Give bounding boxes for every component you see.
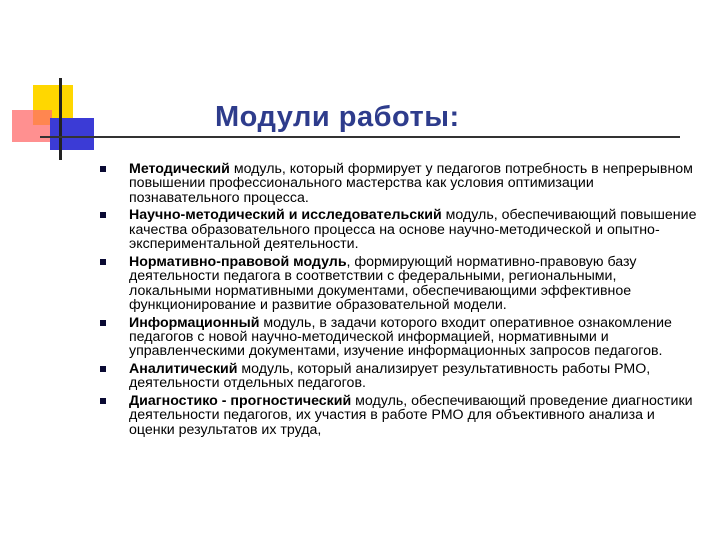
bullet-icon bbox=[100, 259, 106, 265]
slide-title: Модули работы: bbox=[215, 101, 460, 133]
bullet-icon bbox=[100, 212, 106, 218]
module-name: Методический bbox=[129, 161, 230, 177]
module-name: Научно-методический и исследовательский bbox=[129, 207, 442, 224]
list-item bbox=[100, 162, 700, 205]
bullet-icon bbox=[100, 166, 106, 172]
bullet-icon bbox=[100, 398, 106, 404]
module-name: Информационный bbox=[129, 314, 260, 331]
decor-vertical-line bbox=[59, 78, 62, 160]
module-name: Нормативно-правовой модуль bbox=[129, 253, 347, 270]
module-description: , формирующий нормативно-правовую базу деятельности педагога в соответствии с федеральными, региональными, локальными нормативными документами, обеспечивающими эффективное функционирование и развитие образовательной модели. bbox=[129, 253, 637, 314]
module-name: Диагностико - прогностический bbox=[129, 393, 352, 410]
module-description: модуль, обеспечивающий повышение качества образовательного процесса на основе научно-методической и опытно-экспериментальной деятельности. bbox=[129, 207, 697, 253]
list-item bbox=[100, 208, 700, 251]
module-description: модуль, в задачи которого входит оперативное ознакомление педагогов с новой научно-методической информацией, нормативными и управленческими документами, изучение информационных запросов педагогов. bbox=[129, 314, 672, 360]
list-item bbox=[100, 394, 700, 437]
bullet-icon bbox=[100, 320, 106, 326]
list-item bbox=[100, 255, 700, 313]
bullet-icon bbox=[100, 366, 106, 372]
module-description: модуль, который формирует у педагогов потребность в непрерывном повышении профессионального мастерства как условия оптимизации познавательного процесса. bbox=[129, 161, 693, 206]
title-underline bbox=[40, 136, 680, 138]
module-name: Аналитический bbox=[129, 361, 238, 378]
list-item bbox=[100, 316, 700, 359]
module-description: модуль, который анализирует результативность работы РМО, деятельности отдельных педагогов. bbox=[129, 361, 651, 392]
list-item bbox=[100, 362, 700, 391]
modules-list bbox=[100, 162, 700, 440]
decor-blue-square bbox=[50, 118, 94, 150]
module-description: модуль, обеспечивающий проведение диагностики деятельности педагогов, их участия в работе РМО для объективного анализа и оценки результатов их труда, bbox=[129, 393, 693, 438]
